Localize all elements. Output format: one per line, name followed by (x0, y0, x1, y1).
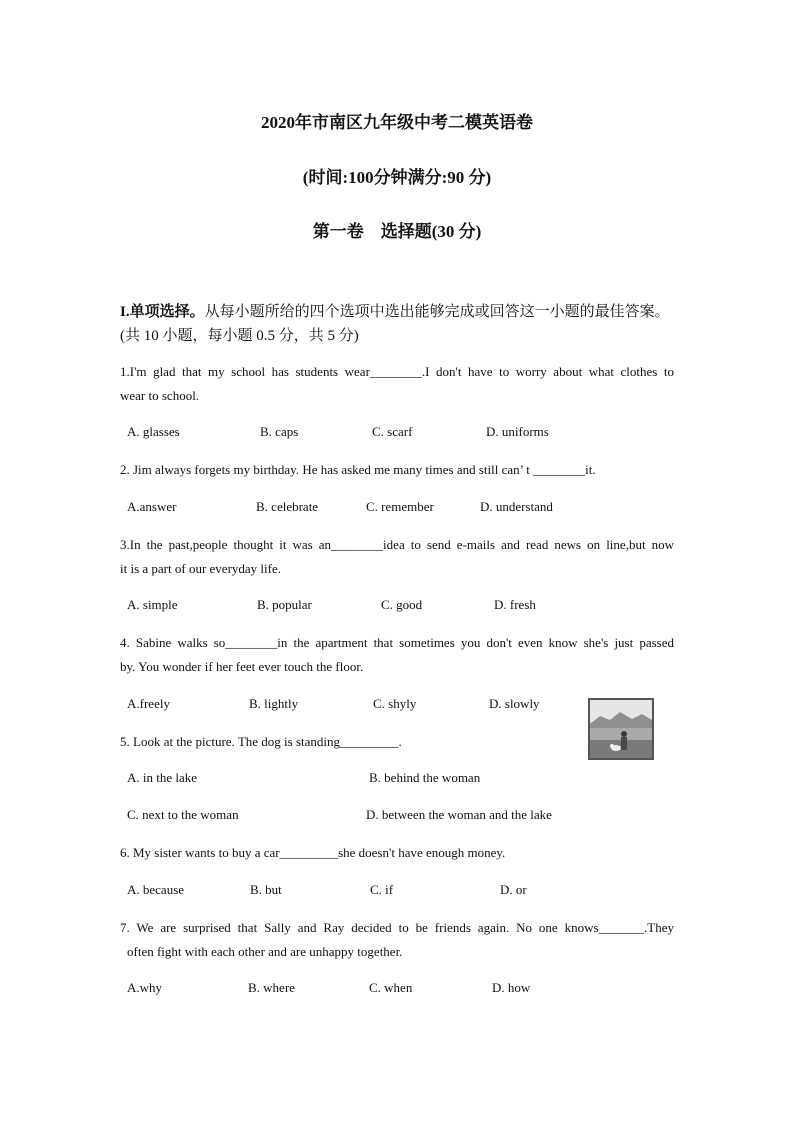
question-text: 7. We are surprised that Sally and Ray decided to be friends again. No one knows_______.They (120, 920, 674, 935)
question-5 (120, 730, 674, 754)
question-2 (120, 458, 674, 482)
section-heading: I.单项选择。 (120, 304, 205, 320)
option-b: B. lightly (249, 696, 299, 711)
option-d: D. or (500, 882, 527, 897)
question-text-cont: wear to school. (120, 388, 200, 403)
question-text-cont: by. You wonder if her feet ever touch the floor. (120, 659, 364, 674)
option-c: C. shyly (373, 696, 417, 711)
section-instructions (120, 300, 676, 348)
option-b: B. caps (260, 424, 299, 439)
option-a: A. simple (127, 597, 178, 612)
option-d: D. understand (480, 499, 553, 514)
question-text-cont: it is a part of our everyday life. (120, 561, 281, 576)
option-c: C. next to the woman (127, 807, 239, 822)
question-4-options (0, 696, 794, 716)
part-title: 第一卷 选择题(30 分) (312, 222, 482, 241)
question-text: 1.I'm glad that my school has students wear________.I don't have to worry about what clothes to (120, 364, 674, 379)
option-b: B. celebrate (256, 499, 319, 514)
section-instruction-text: 从每小题所给的四个选项中选出能够完成或回答这一小题的最佳答案。(共 10 小题，每小题 0.5 分，共 5 分) (120, 304, 670, 344)
question-1 (120, 360, 674, 408)
option-b: B. but (250, 882, 282, 897)
question-6 (120, 841, 674, 865)
question-text: 5. Look at the picture. The dog is standing_________. (120, 734, 402, 749)
question-5-options-row2 (0, 807, 794, 827)
option-b: B. behind the woman (369, 770, 481, 785)
option-d: D. between the woman and the lake (366, 807, 552, 822)
option-a: A. because (127, 882, 185, 897)
option-b: B. where (248, 980, 295, 995)
question-3 (120, 533, 674, 581)
question-text: 6. My sister wants to buy a car_________she doesn't have enough money. (120, 845, 506, 860)
option-c: C. when (369, 980, 413, 995)
option-c: C. good (381, 597, 423, 612)
question-5-options (0, 770, 794, 790)
option-c: C. scarf (372, 424, 413, 439)
exam-title: 2020年市南区九年级中考二模英语卷 (261, 113, 533, 132)
option-c: C. if (370, 882, 394, 897)
time-info: (时间:100分钟满分:90 分) (302, 168, 492, 187)
question-2-options (0, 499, 794, 519)
question-text-cont: often fight with each other and are unhappy together. (127, 944, 403, 959)
option-a: A.why (127, 980, 163, 995)
question-7 (120, 916, 674, 964)
option-c: C. remember (366, 499, 434, 514)
option-d: D. slowly (489, 696, 540, 711)
question-text: 2. Jim always forgets my birthday. He has asked me many times and still can’ t ________it. (120, 462, 596, 477)
option-a: A.answer (127, 499, 177, 514)
option-a: A.freely (127, 696, 170, 711)
option-a: A. glasses (127, 424, 180, 439)
option-d: D. uniforms (486, 424, 549, 439)
question-6-options (0, 882, 794, 902)
question-1-options (0, 424, 794, 444)
option-a: A. in the lake (127, 770, 198, 785)
option-d: D. fresh (494, 597, 536, 612)
question-text: 4. Sabine walks so________in the apartment that sometimes you don't even know she's just passed (120, 635, 674, 650)
question-7-options (0, 980, 794, 1000)
option-b: B. popular (257, 597, 312, 612)
option-d: D. how (492, 980, 531, 995)
question-text: 3.In the past,people thought it was an________idea to send e-mails and read news on line,but now (120, 537, 674, 552)
question-3-options (0, 597, 794, 617)
question-4 (120, 631, 674, 679)
